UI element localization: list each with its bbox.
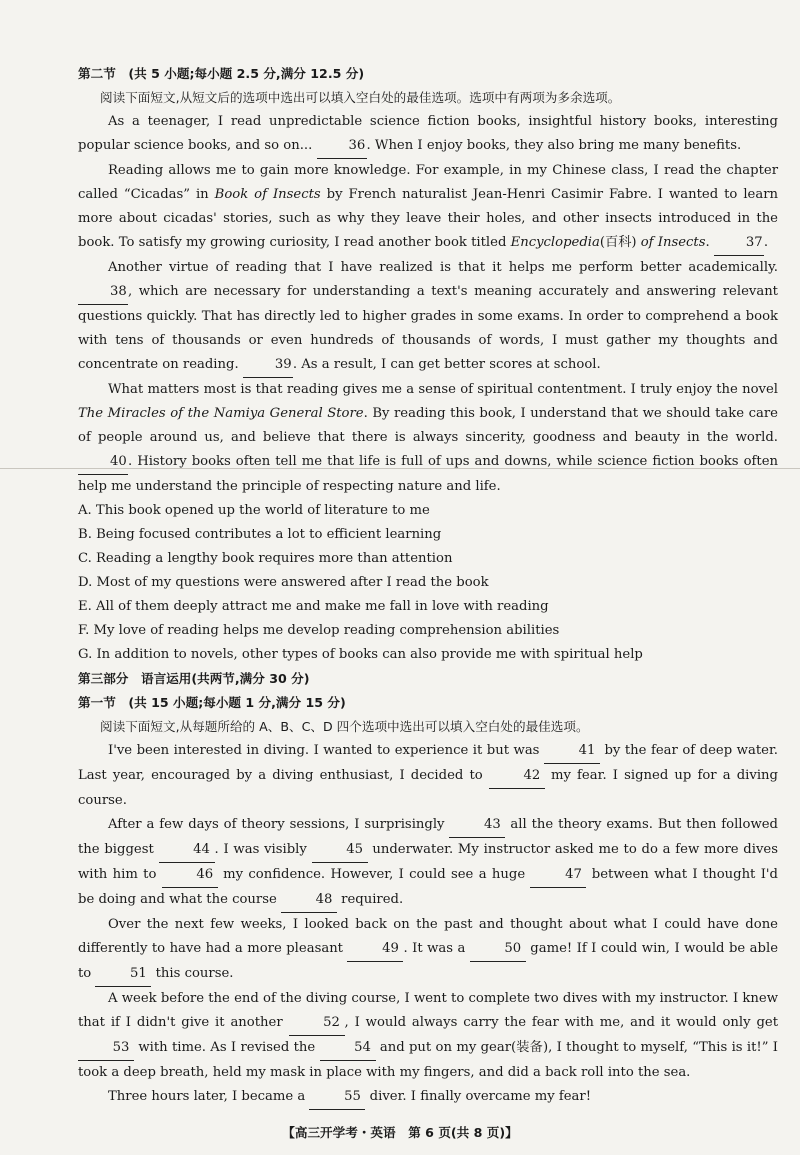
blank-37: 37 bbox=[714, 231, 764, 256]
section2 bbox=[78, 62, 778, 1110]
blank-47: 47 bbox=[530, 863, 586, 888]
blank-44: 44 bbox=[159, 838, 215, 863]
blank-53: 53 bbox=[78, 1036, 134, 1061]
blank-55: 55 bbox=[309, 1085, 365, 1110]
book-title: of Insects bbox=[636, 235, 706, 250]
option-b: B. Being focused contributes a lot to efficient learning bbox=[78, 527, 442, 542]
option-f: F. My love of reading helps me develop reading comprehension abilities bbox=[78, 623, 560, 638]
cloze-paragraph-2: After a few days of theory sessions, I surprisingly 43 all the theory exams. But then followed the biggest 44 . I was visibly 45 underwater. My instructor asked me to do a few more dives with him to 46 my confidence. However, I could see a huge 47 between what I thought I'd be doing and what the course 48 required. bbox=[78, 813, 778, 913]
part3-subheader: 第一节 (共 15 小题;每小题 1 分,满分 15 分) bbox=[78, 695, 346, 710]
blank-49: 49 bbox=[347, 937, 403, 962]
option-c: C. Reading a lengthy book requires more than attention bbox=[78, 551, 453, 566]
blank-43: 43 bbox=[449, 813, 505, 838]
blank-48: 48 bbox=[281, 888, 337, 913]
cloze-paragraph-4: A week before the end of the diving course, I went to complete two dives with my instructor. I knew that if I didn't give it another 52 , I would always carry the fear with me, and it would only get 53 with time. As I revised the 54 and put on my gear(装备), I thought to myself, “This is it!” I took a deep breath, held my mask in place with my fingers, and did a back roll into the sea. bbox=[78, 991, 778, 1080]
blank-36: 36 bbox=[317, 134, 367, 159]
cloze-paragraph-1: I've been interested in diving. I wanted to experience it but was 41 by the fear of deep water. Last year, encouraged by a diving enthusiast, I decided to 42 my fear. I signed up for a diving course. bbox=[78, 739, 778, 813]
blank-50: 50 bbox=[470, 937, 526, 962]
cloze-paragraph-3: Over the next few weeks, I looked back on the past and thought about what I could have done differently to have had a more pleasant 49 . It was a 50 game! If I could win, I would be able to 51 this course. bbox=[78, 913, 778, 987]
passage-paragraph-1: As a teenager, I read unpredictable science fiction books, insightful history books, interesting popular science books, and so on... 36. When I enjoy books, they also bring me many benefits. bbox=[78, 110, 778, 159]
part3-instruction: 阅读下面短文,从每题所给的 A、B、C、D 四个选项中选出可以填入空白处的最佳选项。 bbox=[100, 719, 589, 734]
blank-52: 52 bbox=[289, 1011, 345, 1036]
passage-paragraph-3: Another virtue of reading that I have realized is that it helps me perform better academically. 38, which are necessary for understanding a text's meaning accurately and answering relevant questions quickly. That has directly led to higher grades in some exams. In order to comprehend a book with tens of thousands or even hundreds of thousands of words, I must gather my thoughts and concentrate on reading. 39. As a result, I can get better scores at school. bbox=[78, 256, 778, 378]
blank-42: 42 bbox=[489, 764, 545, 789]
book-title: Book of Insects bbox=[214, 187, 321, 202]
blank-45: 45 bbox=[312, 838, 368, 863]
book-title: Encyclopedia bbox=[510, 235, 600, 250]
passage-paragraph-4: What matters most is that reading gives me a sense of spiritual contentment. I truly enjoy the novel The Miracles of the Namiya General Store. By reading this book, I understand that we should take care of people around us, and believe that there is always sincerity, goodness and beauty in the world. 40. History books often tell me that life is full of ups and downs, while science fiction books often help me understand the principle of respecting nature and life. bbox=[78, 382, 778, 494]
book-title: The Miracles of the Namiya General Store bbox=[78, 406, 364, 421]
blank-51: 51 bbox=[95, 962, 151, 987]
section2-header: 第二节 (共 5 小题;每小题 2.5 分,满分 12.5 分) bbox=[78, 66, 365, 81]
page-footer: 【高三开学考・英语 第 6 页(共 8 页)】 bbox=[282, 1125, 518, 1140]
blank-38: 38 bbox=[78, 280, 128, 305]
blank-46: 46 bbox=[162, 863, 218, 888]
cloze-paragraph-5: Three hours later, I became a 55 diver. I finally overcame my fear! bbox=[78, 1085, 778, 1110]
part3-header: 第三部分 语言运用(共两节,满分 30 分) bbox=[78, 671, 310, 686]
option-e: E. All of them deeply attract me and make me fall in love with reading bbox=[78, 599, 549, 614]
blank-40: 40 bbox=[78, 450, 128, 475]
blank-41: 41 bbox=[544, 739, 600, 764]
option-a: A. This book opened up the world of literature to me bbox=[78, 503, 430, 518]
blank-39: 39 bbox=[243, 353, 293, 378]
passage-paragraph-2: Reading allows me to gain more knowledge. For example, in my Chinese class, I read the chapter called “Cicadas” in Book of Insects by French naturalist Jean-Henri Casimir Fabre. I wanted to learn more about cicadas' stories, such as why they leave their holes, and other insects introduced in the book. To satisfy my growing curiosity, I read another book titled Encyclopedia(百科) of Insects. 37. bbox=[78, 159, 778, 256]
section2-instruction: 阅读下面短文,从短文后的选项中选出可以填入空白处的最佳选项。选项中有两项为多余选项。 bbox=[100, 90, 621, 105]
option-d: D. Most of my questions were answered after I read the book bbox=[78, 575, 489, 590]
blank-54: 54 bbox=[320, 1036, 376, 1061]
option-g: G. In addition to novels, other types of books can also provide me with spiritual help bbox=[78, 647, 643, 662]
